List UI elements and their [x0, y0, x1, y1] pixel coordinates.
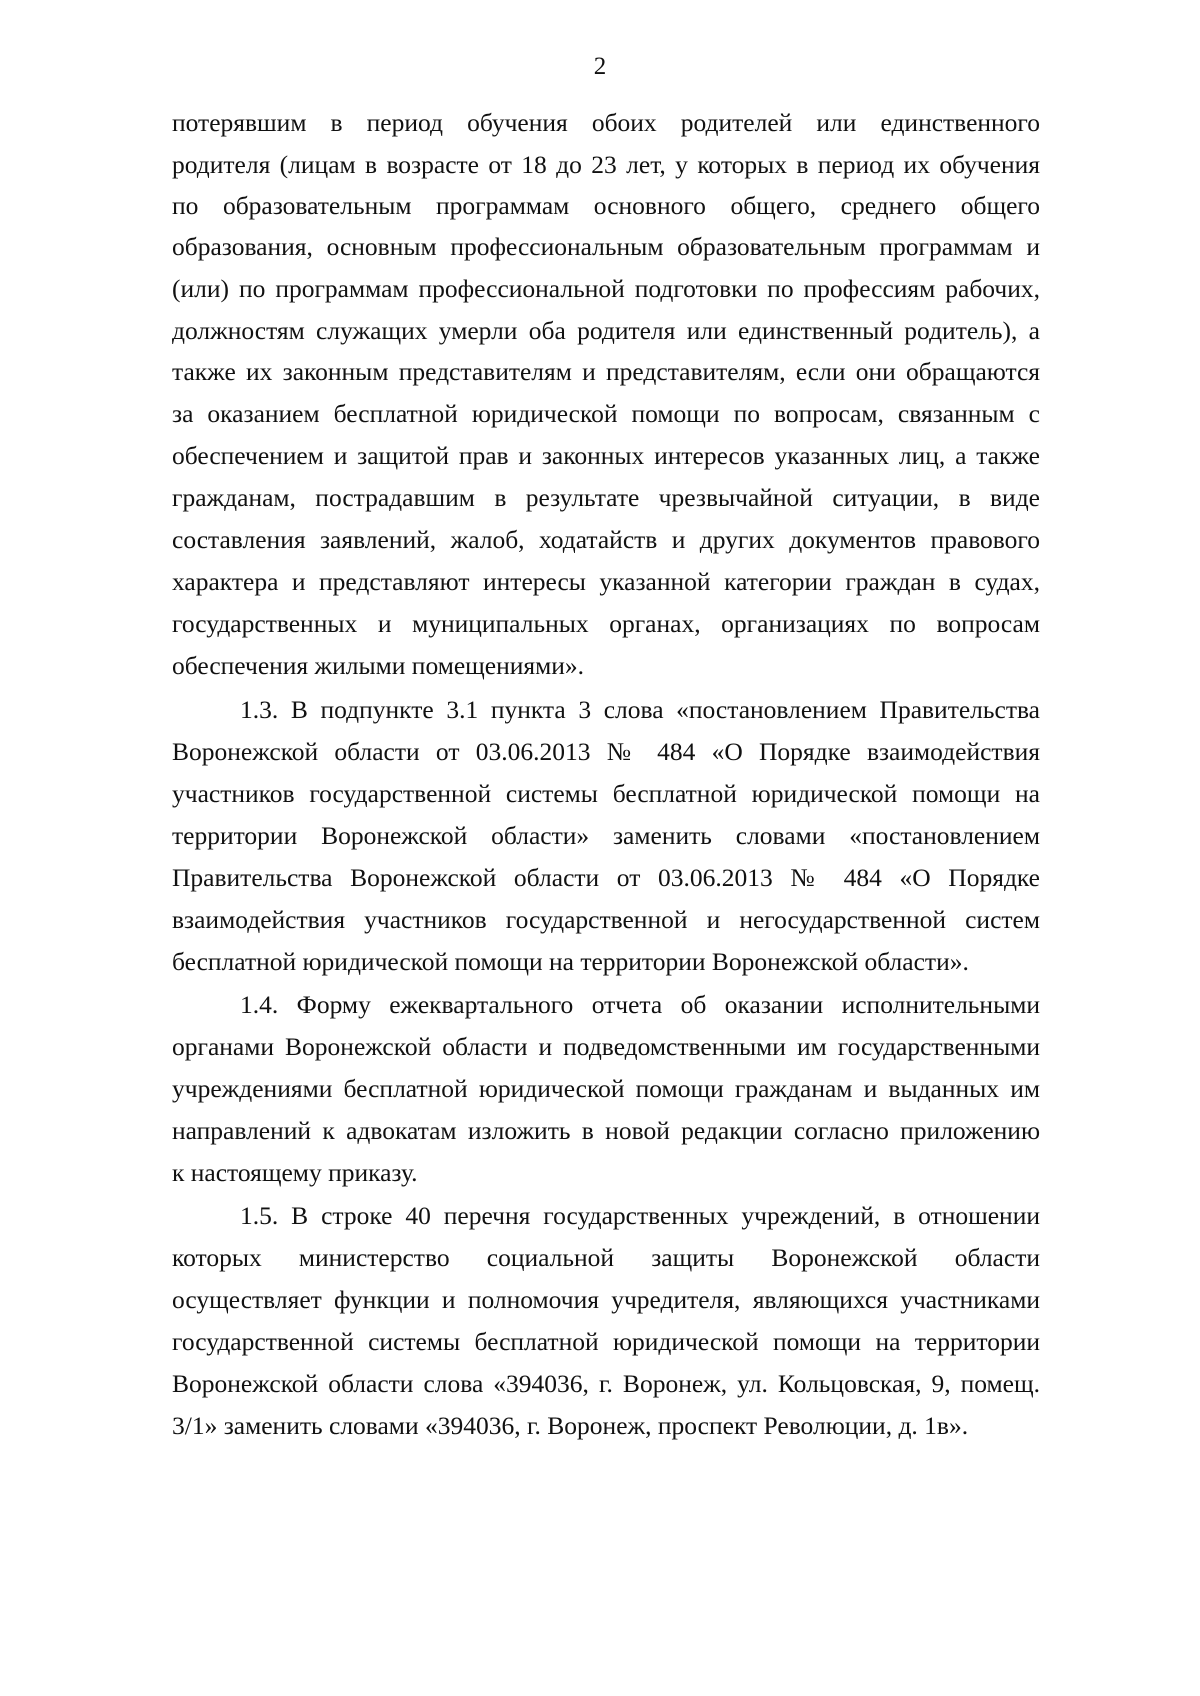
text-line: 3/1» заменить словами «394036, г. Воронеж, проспект Революции, д. 1в».	[172, 1411, 969, 1440]
text-line: бесплатной юридической помощи на территории Воронежской области».	[172, 947, 969, 976]
text-line: которых министерство социальной защиты Воронежской области	[172, 1243, 1040, 1272]
paragraph-first-line: 1.4. Форму ежеквартального отчета об оказании исполнительными	[240, 990, 1040, 1019]
paragraph-first-line: 1.3. В подпункте 3.1 пункта 3 слова «постановлением Правительства	[240, 695, 1040, 724]
text-line: учреждениями бесплатной юридической помощи гражданам и выданных им	[172, 1074, 1040, 1103]
text-line: обеспечением и защитой прав и законных интересов указанных лиц, а также	[172, 441, 1040, 470]
text-line: характера и представляют интересы указанной категории граждан в судах,	[172, 567, 1040, 596]
text-line: (или) по программам профессиональной подготовки по профессиям рабочих,	[172, 274, 1040, 303]
text-line: участников государственной системы бесплатной юридической помощи на	[172, 779, 1040, 808]
text-line: родителя (лицам в возрасте от 18 до 23 лет, у которых в период их обучения	[172, 150, 1040, 179]
text-line: обеспечения жилыми помещениями».	[172, 651, 585, 680]
page-number: 2	[593, 53, 607, 80]
text-line: за оказанием бесплатной юридической помощи по вопросам, связанным с	[172, 399, 1040, 428]
text-line: должностям служащих умерли оба родителя или единственный родитель), а	[172, 316, 1040, 345]
text-line: государственной системы бесплатной юридической помощи на территории	[172, 1327, 1040, 1356]
text-line: органами Воронежской области и подведомственными им государственными	[172, 1032, 1040, 1061]
text-line: государственных и муниципальных органах, организациях по вопросам	[172, 609, 1040, 638]
text-line: взаимодействия участников государственной и негосударственной систем	[172, 905, 1040, 934]
text-line: потерявшим в период обучения обоих родителей или единственного	[172, 108, 1040, 137]
text-line: составления заявлений, жалоб, ходатайств и других документов правового	[172, 525, 1040, 554]
text-line: Воронежской области слова «394036, г. Воронеж, ул. Кольцовская, 9, помещ.	[172, 1369, 1040, 1398]
text-line: осуществляет функции и полномочия учредителя, являющихся участниками	[172, 1285, 1040, 1314]
text-line: Правительства Воронежской области от 03.06.2013 № 484 «О Порядке	[172, 863, 1040, 892]
text-line: также их законным представителям и представителям, если они обращаются	[172, 357, 1040, 386]
paragraph-first-line: 1.5. В строке 40 перечня государственных учреждений, в отношении	[240, 1201, 1040, 1230]
text-line: по образовательным программам основного общего, среднего общего	[172, 191, 1040, 220]
text-line: направлений к адвокатам изложить в новой редакции согласно приложению	[172, 1116, 1040, 1145]
text-line: образования, основным профессиональным образовательным программам и	[172, 232, 1040, 261]
text-line: гражданам, пострадавшим в результате чрезвычайной ситуации, в виде	[172, 483, 1040, 512]
text-line: к настоящему приказу.	[172, 1158, 418, 1187]
text-line: территории Воронежской области» заменить словами «постановлением	[172, 821, 1040, 850]
text-line: Воронежской области от 03.06.2013 № 484 «О Порядке взаимодействия	[172, 737, 1040, 766]
